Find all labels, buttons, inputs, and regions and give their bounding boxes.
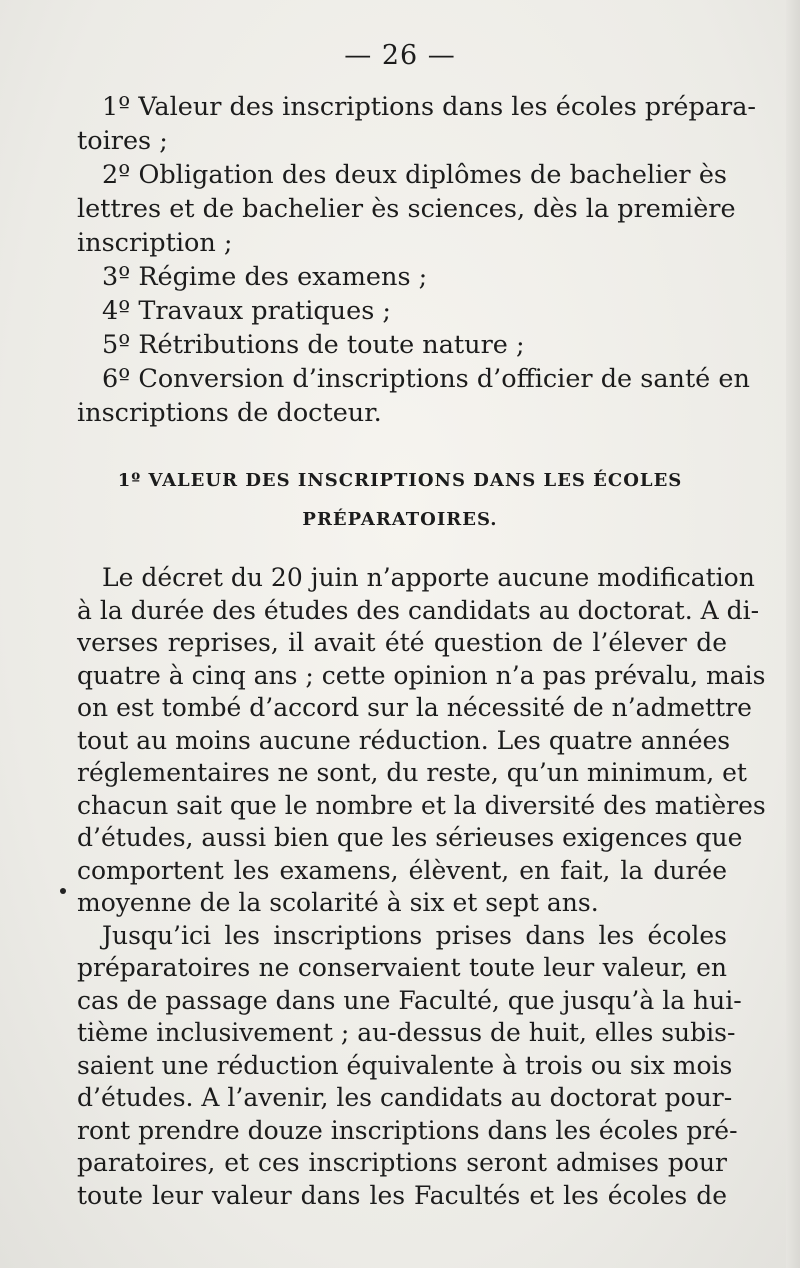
paragraph-2-line-9: toute leur valeur dans les Facultés et les écoles de xyxy=(77,1180,727,1210)
paragraph-1-line-4: quatre à cinq ans ; cette opinion n’a pas prévalu, mais xyxy=(77,660,766,690)
paragraph-2-line-1: Jusqu’ici les inscriptions prises dans les écoles xyxy=(102,920,727,950)
list-item-4: 4º Travaux pratiques ; xyxy=(102,296,391,326)
paragraph-1-line-2: à la durée des études des candidats au doctorat. A di- xyxy=(77,595,760,625)
paragraph-1-line-6: tout au moins aucune réduction. Les quatre années xyxy=(77,725,731,755)
list-item-3: 3º Régime des examens ; xyxy=(102,262,428,292)
paragraph-1-line-11: moyenne de la scolarité à six et sept ans. xyxy=(77,888,599,917)
list-item-2-line-2: lettres et de bachelier ès sciences, dès la première xyxy=(77,194,736,224)
body-text xyxy=(77,562,766,1212)
numbered-list xyxy=(77,90,757,430)
paragraph-1-line-1: Le décret du 20 juin n’apporte aucune modification xyxy=(102,563,755,592)
section-heading-line-2: PRÉPARATOIRES. xyxy=(302,509,498,530)
paragraph-2-line-5: saient une réduction équivalente à trois ou six mois xyxy=(77,1050,733,1080)
paragraph-1-line-3: verses reprises, il avait été question de l’élever de xyxy=(77,628,727,657)
list-item-2-line-3: inscription ; xyxy=(77,228,233,258)
margin-mark xyxy=(60,888,66,894)
paragraph-1-line-5: on est tombé d’accord sur la nécessité de n’admettre xyxy=(77,693,752,722)
paragraph-1-line-10: comportent les examens, élèvent, en fait, la durée xyxy=(77,855,727,885)
list-item-6-line-2: inscriptions de docteur. xyxy=(77,398,382,428)
section-heading-line-1: 1º VALEUR DES INSCRIPTIONS DANS LES ÉCOLES xyxy=(117,470,683,491)
list-item-5: 5º Rétributions de toute nature ; xyxy=(102,330,525,360)
paragraph-2-line-6: d’études. A l’avenir, les candidats au doctorat pour- xyxy=(77,1083,733,1112)
page-gutter xyxy=(786,0,800,1268)
list-item-1-line-2: toires ; xyxy=(77,126,168,156)
list-item-6-line-1: 6º Conversion d’inscriptions d’officier de santé en xyxy=(102,364,750,394)
paragraph-1-line-8: chacun sait que le nombre et la diversité des matières xyxy=(77,790,766,820)
paragraph-2-line-7: ront prendre douze inscriptions dans les écoles pré- xyxy=(77,1115,738,1145)
paragraph-2-line-2: préparatoires ne conservaient toute leur valeur, en xyxy=(77,953,727,982)
paragraph-2-line-8: paratoires, et ces inscriptions seront admises pour xyxy=(77,1148,727,1177)
paragraph-2-line-3: cas de passage dans une Faculté, que jusqu’à la hui- xyxy=(77,985,742,1015)
list-item-2-line-1: 2º Obligation des deux diplômes de bachelier ès xyxy=(102,160,727,190)
paragraph-1-line-7: réglementaires ne sont, du reste, qu’un minimum, et xyxy=(77,758,747,787)
paragraph-1-line-9: d’études, aussi bien que les sérieuses exigences que xyxy=(77,823,743,852)
paragraph-2-line-4: tième inclusivement ; au-dessus de huit, elles subis- xyxy=(77,1018,736,1047)
list-item-1-line-1: 1º Valeur des inscriptions dans les écoles prépara- xyxy=(102,92,757,122)
page-number: — 26 — xyxy=(344,40,456,71)
